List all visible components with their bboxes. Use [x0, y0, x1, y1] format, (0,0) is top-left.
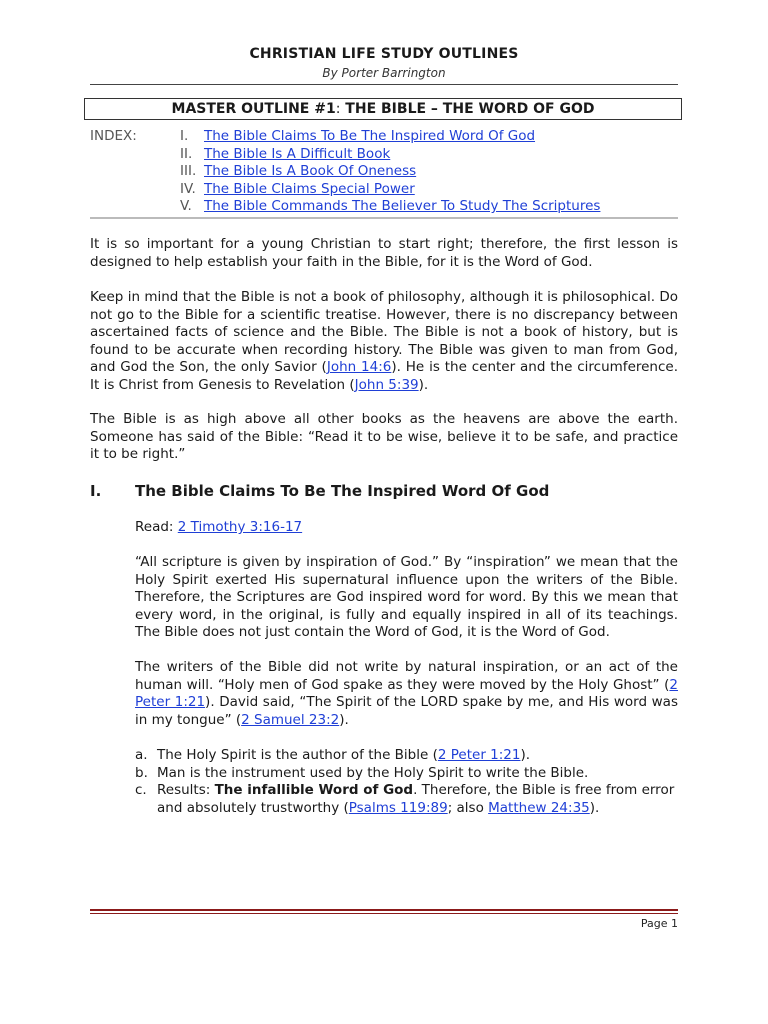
master-outline-colon: : — [335, 101, 341, 117]
section-1-p2-text-c: ). — [339, 711, 349, 728]
page-number: Page 1 — [640, 917, 678, 930]
index-item-number: III. — [180, 163, 197, 179]
list-letter: a. — [135, 747, 148, 763]
index-link-3[interactable]: The Bible Is A Book Of Oneness — [204, 163, 417, 179]
index-label: INDEX: — [90, 128, 137, 144]
master-outline-heading — [84, 98, 682, 120]
intro-p2-text-b: ). He is the center and the circumference. It is Christ from Genesis to Revelation ( — [90, 359, 679, 393]
list-item-c-mid: ; also — [447, 799, 489, 816]
footer-divider-thick — [90, 909, 678, 911]
index-item-number: I. — [180, 128, 189, 144]
footer-divider-thin — [90, 913, 678, 914]
index-item-number: IV. — [180, 180, 196, 197]
index-link-5[interactable]: The Bible Commands The Believer To Study The Scriptures — [204, 198, 601, 214]
intro-paragraph-1: It is so important for a young Christian to start right; therefore, the first lesson is designed to help establish your faith in the Bible, for it is the Word of God. — [90, 236, 678, 270]
section-1-read-line — [135, 519, 678, 537]
list-letter: b. — [135, 764, 148, 781]
ref-link-2-peter-1-21-b[interactable]: 2 Peter 1:21 — [437, 747, 521, 763]
intro-paragraph-3: The Bible is as high above all other books as the heavens are above the earth. Someone has said of the Bible: “Read it to be wise, believe it to be safe, and practice it to be right.” — [90, 411, 678, 463]
intro-p2-text-a: Keep in mind that the Bible is not a book of philosophy, although it is philosophical. Do not go to the Bible for a scientific treatise. However, there is no discrepancy between ascertained facts of science and the Bible. The Bible is not a book of history, but is found to be accurate when recording history. The Bible was given to man from God, and God the Son, the only Savior ( — [90, 289, 678, 376]
master-outline-prefix: MASTER OUTLINE #1 — [171, 101, 336, 117]
index-list — [180, 128, 600, 216]
index-item — [180, 128, 600, 146]
intro-paragraph-2 — [90, 289, 678, 395]
header-divider — [90, 84, 678, 85]
ref-link-2-samuel-23-2[interactable]: 2 Samuel 23:2 — [241, 711, 340, 728]
index-link-1[interactable]: The Bible Claims To Be The Inspired Word Of God — [204, 128, 536, 144]
list-item — [135, 782, 678, 817]
section-1-paragraph-1: “All scripture is given by inspiration of God.” By “inspiration” we mean that the Holy Spirit exerted His supernatural influence upon the writers of the Bible. Therefore, the Scriptures are God inspired word for word. By this we mean that every word, in the original, is fully and equally inspired in all of its teachings. The Bible does not just contain the Word of God, it is the Word of God. — [135, 554, 678, 641]
list-item-c-text: . Therefore, the Bible is free from error and absolutely trustworthy ( — [157, 782, 675, 816]
list-item-c-end: ). — [589, 799, 600, 816]
list-item-c-label: Results: — [157, 782, 215, 799]
list-item-b-text: Man is the instrument used by the Holy Spirit to write the Bible. — [157, 764, 589, 781]
list-item-a-end: ). — [520, 747, 531, 763]
list-item-a-text: The Holy Spirit is the author of the Bible ( — [157, 747, 438, 763]
ref-link-2-peter-1-21[interactable]: 2 Peter 1:21 — [135, 676, 678, 711]
index-item-number: II. — [180, 145, 193, 162]
list-letter: c. — [135, 782, 147, 799]
section-1-heading — [90, 482, 678, 500]
section-1-title: The Bible Claims To Be The Inspired Word Of God — [135, 482, 550, 500]
read-label: Read: — [135, 519, 178, 535]
ref-link-2-timothy-3-16[interactable]: 2 Timothy 3:16-17 — [177, 519, 303, 535]
index-link-4[interactable]: The Bible Claims Special Power — [204, 180, 415, 197]
document-author: By Porter Barrington — [322, 66, 446, 80]
section-1-p2-text-b: ). David said, “The Spirit of the LORD spake by me, and His word was in my tongue” ( — [135, 694, 678, 728]
index-divider — [90, 217, 678, 219]
index-item — [180, 146, 600, 164]
section-1-paragraph-2 — [135, 659, 678, 729]
ref-link-matthew-24-35[interactable]: Matthew 24:35 — [488, 799, 590, 816]
ref-link-john-14-6[interactable]: John 14:6 — [326, 359, 392, 376]
index-item — [180, 198, 600, 216]
list-item — [135, 765, 678, 783]
ref-link-john-5-39[interactable]: John 5:39 — [354, 376, 419, 393]
index-item-number: V. — [180, 198, 192, 214]
list-item-c-bold: The infallible Word of God — [214, 782, 414, 799]
index-link-2[interactable]: The Bible Is A Difficult Book — [204, 145, 391, 162]
ref-link-psalms-119-89[interactable]: Psalms 119:89 — [348, 799, 448, 816]
intro-p2-text-c: ). — [418, 376, 429, 393]
section-1-p2-text-a: The writers of the Bible did not write by natural inspiration, or an act of the human will. “Holy men of God spake as they were moved by the Holy Ghost” ( — [135, 659, 678, 693]
list-item — [135, 747, 678, 765]
document-title: CHRISTIAN LIFE STUDY OUTLINES — [249, 46, 519, 62]
master-outline-title: THE BIBLE – THE WORD OF GOD — [340, 101, 595, 117]
section-1-list — [135, 747, 678, 817]
index-item — [180, 181, 600, 199]
index-item — [180, 163, 600, 181]
section-1-number: I. — [90, 482, 102, 500]
